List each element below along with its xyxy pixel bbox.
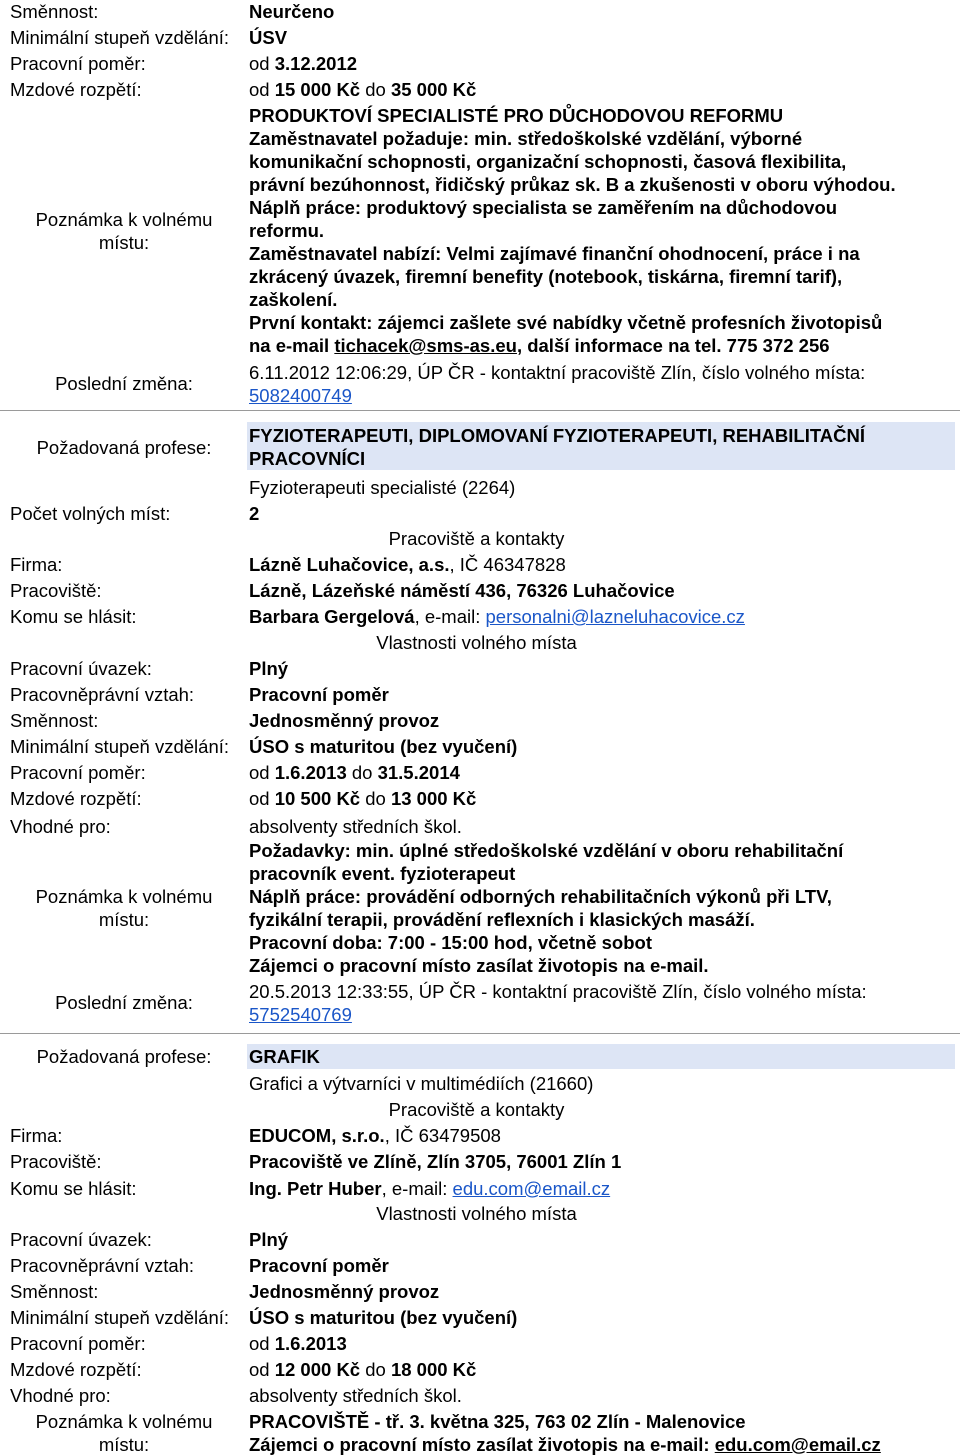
note-label-line2: místu: xyxy=(98,909,150,930)
komu-name: Barbara Gergelová xyxy=(249,606,415,627)
divider xyxy=(0,410,960,411)
smennost-label: Směnnost: xyxy=(10,1281,99,1302)
vlastnosti-heading: Vlastnosti volného místa xyxy=(376,632,577,653)
vztah-value: Pracovní poměr xyxy=(249,684,389,705)
mzda-do: do xyxy=(365,788,386,809)
vztah-label: Pracovněprávní vztah: xyxy=(10,684,195,705)
vhodne-label: Vhodné pro: xyxy=(10,1385,111,1406)
firma-value xyxy=(249,1124,501,1147)
komu-name: Ing. Petr Huber xyxy=(249,1178,382,1199)
uvazek-value: Plný xyxy=(249,1229,289,1250)
zmena-label: Poslední změna: xyxy=(55,373,193,394)
mzda-max: 35 000 Kč xyxy=(390,79,477,100)
vlastnosti-heading: Vlastnosti volného místa xyxy=(376,1203,577,1224)
note-line: Náplň práce: produktový specialista se zaměřením na důchodovou xyxy=(249,197,838,218)
note-phone: , další informace na tel. 775 372 256 xyxy=(516,335,830,356)
mzda-value xyxy=(249,78,476,101)
pocet-label: Počet volných míst: xyxy=(10,503,171,524)
mzda-min: 15 000 Kč xyxy=(274,79,361,100)
mzda-min: 12 000 Kč xyxy=(274,1359,361,1380)
note-line: zaškolení. xyxy=(249,289,338,310)
mzda-value xyxy=(249,787,476,810)
note-label-line1: Poznámka k volnému xyxy=(35,209,213,230)
mzda-label: Mzdové rozpětí: xyxy=(10,79,142,100)
komu-email-prefix: , e-mail: xyxy=(414,606,486,627)
firma-label: Firma: xyxy=(10,554,63,575)
note-line: pracovník event. fyzioterapeut xyxy=(249,863,516,884)
note-label-line1: Poznámka k volnému xyxy=(35,1411,213,1432)
note-line: Náplň práce: provádění odborných rehabilitačních výkonů při LTV, xyxy=(249,886,832,907)
smennost-value: Jednosměnný provoz xyxy=(249,710,440,731)
firma-ic: , IČ 46347828 xyxy=(449,554,566,575)
note-label-line1: Poznámka k volnému xyxy=(35,886,213,907)
vzdelani-label: Minimální stupeň vzdělání: xyxy=(10,27,230,48)
vztah-label: Pracovněprávní vztah: xyxy=(10,1255,195,1276)
note-label-line2: místu: xyxy=(98,232,150,253)
mzda-label: Mzdové rozpětí: xyxy=(10,1359,142,1380)
vacancy-number-link[interactable]: 5082400749 xyxy=(249,385,352,406)
note-line: Zaměstnavatel nabízí: Velmi zajímavé finanční ohodnocení, práce i na xyxy=(249,243,860,264)
note-line-contact xyxy=(249,334,830,357)
vhodne-value: absolventy středních škol. xyxy=(249,1385,462,1406)
komu-label: Komu se hlásit: xyxy=(10,1178,137,1199)
note-line: První kontakt: zájemci zašlete své nabídky včetně profesních životopisů xyxy=(249,312,883,333)
komu-value xyxy=(249,1177,610,1200)
vacancy-number-link[interactable]: 5752540769 xyxy=(249,1004,352,1025)
firma-name: Lázně Luhačovice, a.s. xyxy=(249,554,450,575)
vzdelani-value: ÚSO s maturitou (bez vyučení) xyxy=(249,736,518,757)
pracoviste-value: Pracoviště ve Zlíně, Zlín 3705, 76001 Zlín 1 xyxy=(249,1151,622,1172)
komu-email-link[interactable]: personalni@lazneluhacovice.cz xyxy=(485,606,745,627)
vztah-value: Pracovní poměr xyxy=(249,1255,389,1276)
note-line: Zájemci o pracovní místo zasílat životopis na e-mail. xyxy=(249,955,709,976)
profese-title-line2: PRACOVNÍCI xyxy=(249,448,366,469)
uvazek-label: Pracovní úvazek: xyxy=(10,658,152,679)
note-line: fyzikální terapii, provádění reflexních i klasických masáží. xyxy=(249,909,755,930)
pracoviste-label: Pracoviště: xyxy=(10,580,102,601)
komu-value xyxy=(249,605,745,628)
uvazek-value: Plný xyxy=(249,658,289,679)
profese-category: Fyzioterapeuti specialisté (2264) xyxy=(249,477,516,498)
profese-title-line1: GRAFIK xyxy=(249,1046,320,1067)
mzda-do: do xyxy=(365,79,386,100)
mzda-od: od xyxy=(249,1359,270,1380)
note-line: PRODUKTOVÍ SPECIALISTÉ PRO DŮCHODOVOU REFORMU xyxy=(249,105,784,126)
vzdelani-label: Minimální stupeň vzdělání: xyxy=(10,1307,230,1328)
firma-name: EDUCOM, s.r.o. xyxy=(249,1125,385,1146)
pocet-value: 2 xyxy=(249,503,260,524)
vhodne-value: absolventy středních škol. xyxy=(249,816,462,837)
mzda-do: do xyxy=(365,1359,386,1380)
note-line: komunikační schopnosti, organizační schopnosti, časová flexibilita, xyxy=(249,151,847,172)
kontakty-heading: Pracoviště a kontakty xyxy=(388,528,565,549)
pomer-label: Pracovní poměr: xyxy=(10,762,146,783)
mzda-od: od xyxy=(249,788,270,809)
smennost-label: Směnnost: xyxy=(10,1,99,22)
pomer-od: od xyxy=(249,1333,270,1354)
uvazek-label: Pracovní úvazek: xyxy=(10,1229,152,1250)
pomer-od: od xyxy=(249,53,270,74)
profese-label: Požadovaná profese: xyxy=(36,437,212,458)
note-line: právní bezúhonnost, řidičský průkaz sk. B a zkušenosti v oboru výhodou. xyxy=(249,174,896,195)
pomer-value xyxy=(249,761,460,784)
pomer-to: 31.5.2014 xyxy=(377,762,460,783)
pomer-value xyxy=(249,52,357,75)
note-line-contact xyxy=(249,1433,881,1456)
note-email-prefix: Zájemci o pracovní místo zasílat životopis na e-mail: xyxy=(249,1434,715,1455)
firma-label: Firma: xyxy=(10,1125,63,1146)
firma-value xyxy=(249,553,566,576)
note-label-line2: místu: xyxy=(98,1434,150,1455)
profese-highlight xyxy=(247,1044,955,1069)
vzdelani-value: ÚSV xyxy=(249,27,288,48)
vhodne-label: Vhodné pro: xyxy=(10,816,111,837)
pomer-od: od xyxy=(249,762,270,783)
pomer-date: 3.12.2012 xyxy=(274,53,358,74)
vzdelani-value: ÚSO s maturitou (bez vyučení) xyxy=(249,1307,518,1328)
mzda-min: 10 500 Kč xyxy=(274,788,361,809)
note-line: reformu. xyxy=(249,220,325,241)
mzda-max: 13 000 Kč xyxy=(390,788,477,809)
note-email-link[interactable]: edu.com@email.cz xyxy=(714,1434,881,1455)
pomer-label: Pracovní poměr: xyxy=(10,1333,146,1354)
note-line: Pracovní doba: 7:00 - 15:00 hod, včetně sobot xyxy=(249,932,652,953)
note-line: PRACOVIŠTĚ - tř. 3. května 325, 763 02 Zlín - Malenovice xyxy=(249,1411,746,1432)
profese-title-line1: FYZIOTERAPEUTI, DIPLOMOVANÍ FYZIOTERAPEUTI, REHABILITAČNÍ xyxy=(249,425,865,446)
pomer-from: 1.6.2013 xyxy=(274,1333,347,1354)
mzda-od: od xyxy=(249,79,270,100)
zmena-text: 6.11.2012 12:06:29, ÚP ČR - kontaktní pracoviště Zlín, číslo volného místa: xyxy=(249,362,866,383)
firma-ic: , IČ 63479508 xyxy=(384,1125,501,1146)
mzda-max: 18 000 Kč xyxy=(390,1359,477,1380)
note-email-prefix: na e-mail xyxy=(249,335,335,356)
komu-label: Komu se hlásit: xyxy=(10,606,137,627)
smennost-value: Jednosměnný provoz xyxy=(249,1281,440,1302)
note-line: Zaměstnavatel požaduje: min. středoškolské vzdělání, výborné xyxy=(249,128,803,149)
mzda-value xyxy=(249,1358,476,1381)
komu-email-prefix: , e-mail: xyxy=(381,1178,453,1199)
zmena-label: Poslední změna: xyxy=(55,992,193,1013)
kontakty-heading: Pracoviště a kontakty xyxy=(388,1099,565,1120)
pracoviste-label: Pracoviště: xyxy=(10,1151,102,1172)
smennost-label: Směnnost: xyxy=(10,710,99,731)
note-line: zkrácený úvazek, firemní benefity (notebook, tiskárna, firemní tarif), xyxy=(249,266,843,287)
pomer-do: do xyxy=(351,762,373,783)
mzda-label: Mzdové rozpětí: xyxy=(10,788,142,809)
note-line: Požadavky: min. úplné středoškolské vzdělání v oboru rehabilitační xyxy=(249,840,844,861)
smennost-value: Neurčeno xyxy=(249,1,335,22)
pomer-value xyxy=(249,1332,347,1355)
pomer-label: Pracovní poměr: xyxy=(10,53,146,74)
pracoviste-value: Lázně, Lázeňské náměstí 436, 76326 Luhačovice xyxy=(249,580,675,601)
profese-category: Grafici a výtvarníci v multimédiích (21660) xyxy=(249,1073,594,1094)
zmena-text: 20.5.2013 12:33:55, ÚP ČR - kontaktní pracoviště Zlín, číslo volného místa: xyxy=(249,981,867,1002)
vzdelani-label: Minimální stupeň vzdělání: xyxy=(10,736,230,757)
komu-email-link[interactable]: edu.com@email.cz xyxy=(452,1178,611,1199)
note-email-link[interactable]: tichacek@sms-as.eu xyxy=(334,335,517,356)
divider xyxy=(0,1033,960,1034)
pomer-from: 1.6.2013 xyxy=(274,762,347,783)
profese-label: Požadovaná profese: xyxy=(36,1046,212,1067)
